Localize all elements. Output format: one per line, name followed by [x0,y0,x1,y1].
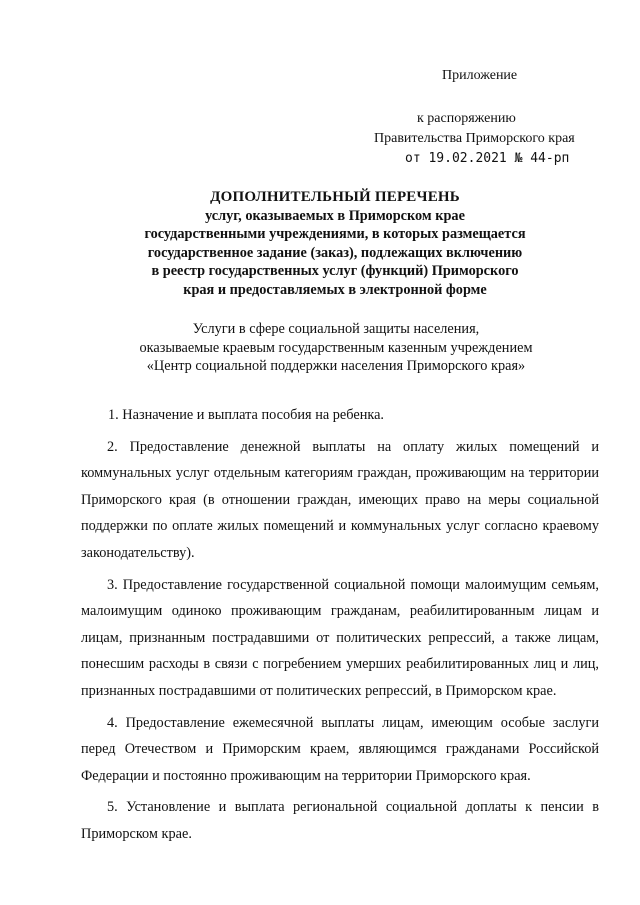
title-line: государственное задание (заказ), подлежащих включению [147,244,523,261]
appendix-block [370,66,600,169]
subtitle-line: Услуги в сфере социальной защиты населения, [192,321,480,337]
list-item: 2. Предоставление денежной выплаты на оплату жилых помещений и коммунальных услуг отдельным категориям граждан, проживающим на территории Приморского края (в отношении граждан, имеющих право на меры социальной поддержки по оплате жилых помещений и коммунальных услуг согласно краевому законодательству). [81,438,599,561]
appendix-government: Правительства Приморского края [374,131,575,146]
appendix-to-order: к распоряжению [417,111,516,126]
document-title [80,188,590,299]
title-line: услуг, оказываемых в Приморском крае [205,207,465,224]
title-line: края и предоставляемых в электронной форме [183,281,487,298]
section-subtitle [80,320,592,376]
list-item: 4. Предоставление ежемесячной выплаты лицам, имеющим особые заслуги перед Отечеством и Приморским краем, являющимся гражданами Российской Федерации и постоянно проживающим на территории Приморского края. [81,714,599,784]
title-line: государственными учреждениями, в которых размещается [144,226,526,242]
appendix-label: Приложение [442,68,518,83]
list-item: 3. Предоставление государственной социальной помощи малоимущим семьям, малоимущим одиноко проживающим гражданам, реабилитированным лицам и лицам, признанным пострадавшими от политических репрессий, а также лицам, понесшим расходы в связи с погребением умерших реабилитированных лиц и лиц, признанных пострадавшими от политических репрессий, в Приморском крае. [81,576,599,699]
subtitle-line: оказываемые краевым государственным казенным учреждением [139,339,533,356]
title-heading: ДОПОЛНИТЕЛЬНЫЙ ПЕРЕЧЕНЬ [210,189,460,205]
appendix-date-number: от 19.02.2021 № 44-рп [405,151,570,166]
list-item: 1. Назначение и выплата пособия на ребенка. [108,407,385,423]
list-item: 5. Установление и выплата региональной социальной доплаты к пенсии в Приморском крае. [81,799,599,842]
services-list [81,402,599,853]
title-line: в реестр государственных услуг (функций) Приморского [151,263,519,279]
subtitle-line: «Центр социальной поддержки населения Приморского края» [146,358,526,374]
